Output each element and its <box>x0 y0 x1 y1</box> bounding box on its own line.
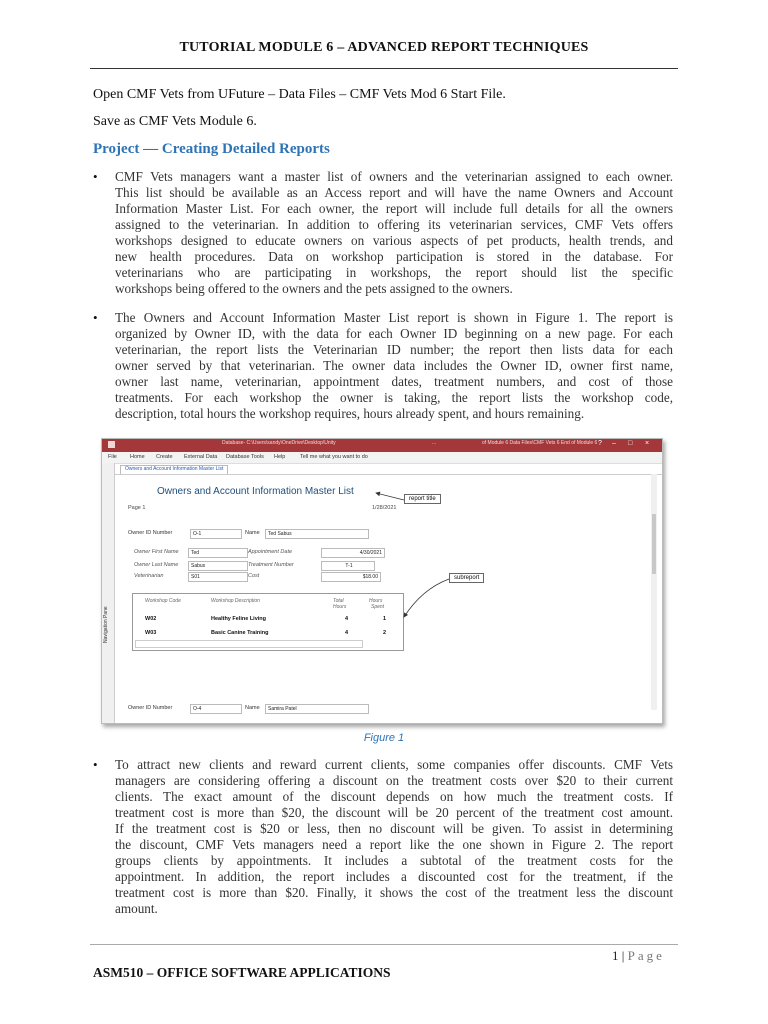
report-date: 1/28/2021 <box>372 505 397 511</box>
navigation-pane-label: Navigation Pane <box>103 606 109 643</box>
subreport-row-2-code: W03 <box>145 630 157 636</box>
paragraph-line: This list should be available as an Access report and will have the name Owners and Account <box>115 185 673 200</box>
paragraph-line: groups clients by appointments. It includes a subtotal of the treatment costs for the <box>115 853 673 868</box>
subreport-row-1-total: 4 <box>345 616 349 622</box>
paragraph-line: treatment cost is more than $20. Finally, it shows the cost of the treatment less the discount <box>115 885 673 900</box>
bullet-paragraph-2 <box>115 310 673 422</box>
menu-external-data[interactable]: External Data <box>184 454 218 460</box>
paragraph-line: assigned to the veterinarian. In addition to offering its veterinarian services, CMF Vets offers <box>115 217 673 232</box>
owner-id-value: O-1 <box>190 529 242 539</box>
paragraph-line: treatments. For each workshop the owner is taking, the report lists the workshop code, <box>115 390 673 405</box>
report-title: Owners and Account Information Master List <box>157 486 354 497</box>
subreport-scrollbar[interactable] <box>135 640 363 648</box>
subreport-row-1-code: W02 <box>145 616 157 622</box>
appointment-date-value: 4/30/2021 <box>321 548 385 558</box>
paragraph-line: CMF Vets managers want a master list of owners and the veterinarian assigned to each owner. <box>115 169 673 184</box>
report-page-label: Page 1 <box>128 505 146 511</box>
paragraph-line: organized by Owner ID, with the data for each Owner ID beginning on a new page. For each <box>115 326 673 341</box>
name-label: Name <box>245 530 260 536</box>
bullet-paragraph-1 <box>115 169 673 297</box>
document-tab-bar <box>102 464 662 475</box>
cost-value: $18.00 <box>321 572 381 582</box>
subreport-row-1-description: Healthy Feline Living <box>211 616 267 622</box>
next-name-label: Name <box>245 705 260 711</box>
navigation-pane[interactable] <box>102 463 115 723</box>
page-word: Page <box>627 948 665 963</box>
titlebar-path: Database- C:\Users\sandy\OneDrive\Desktop\Unity <box>222 440 336 446</box>
section-heading: Project — Creating Detailed Reports <box>93 141 330 157</box>
subreport-header-spent: Spent <box>371 604 385 610</box>
page-number-separator: | <box>621 948 625 963</box>
paragraph-line: owner served by that veterinarian. The owner data includes the Owner ID, owner first name, <box>115 358 673 373</box>
subreport-row-2-spent: 2 <box>383 630 387 636</box>
figure-caption: Figure 1 <box>363 732 405 744</box>
page-header-title: TUTORIAL MODULE 6 – ADVANCED REPORT TECHNIQUES <box>179 40 589 55</box>
owner-id-label: Owner ID Number <box>128 530 173 536</box>
next-name-value: Samira Patel <box>265 704 369 714</box>
subreport-header-description: Workshop Description <box>211 598 260 604</box>
maximize-icon[interactable]: □ <box>628 440 633 447</box>
page-number <box>612 948 665 964</box>
name-value: Ted Sabus <box>265 529 369 539</box>
next-owner-id-value: O-4 <box>190 704 242 714</box>
vertical-scrollbar[interactable] <box>651 474 657 710</box>
save-icon <box>108 441 115 448</box>
callout-arrows <box>102 439 662 723</box>
intro-open-instruction: Open CMF Vets from UFuture – Data Files – CMF Vets Mod 6 Start File. <box>93 87 506 102</box>
help-icon[interactable]: ? <box>598 440 602 447</box>
figure-1-screenshot <box>101 438 663 724</box>
veterinarian-value: S01 <box>188 572 248 582</box>
subreport-header-total-hours: Hours <box>333 604 347 610</box>
menu-home[interactable]: Home <box>130 454 145 460</box>
first-name-value: Ted <box>188 548 248 558</box>
bullet-marker-3: • <box>93 757 98 772</box>
subreport-row-1-spent: 1 <box>383 616 387 622</box>
close-icon[interactable]: × <box>645 440 650 447</box>
subreport <box>132 593 404 651</box>
report-tab[interactable]: Owners and Account Information Master List <box>120 465 228 474</box>
paragraph-line: The Owners and Account Information Master List report is shown in Figure 1. The report is <box>115 310 673 325</box>
treatment-number-value: T-1 <box>321 561 375 571</box>
tell-me-search[interactable]: Tell me what you want to do <box>300 454 368 460</box>
window-titlebar <box>102 439 662 452</box>
paragraph-line: the discount, CMF Vets managers need a report like the one shown in Figure 2. The report <box>115 837 673 852</box>
subreport-header-hours: Hours <box>369 598 383 604</box>
paragraph-line: veterinarians who are participating in workshops, the report should list the specific <box>115 265 673 280</box>
veterinarian-label: Veterinarian <box>134 573 164 579</box>
subreport-row-2-description: Basic Canine Training <box>211 630 269 636</box>
paragraph-line: clients. The exact amount of the discount depends on how much the treatment costs. If <box>115 789 673 804</box>
paragraph-line: Information Master List. For each owner, the report will include full details for all the owners <box>115 201 673 216</box>
bullet-marker-2: • <box>93 310 98 325</box>
header-rule <box>90 68 678 69</box>
next-owner-id-label: Owner ID Number <box>128 705 173 711</box>
last-name-value: Sabus <box>188 561 248 571</box>
callout-subreport: subreport <box>449 573 484 583</box>
paragraph-line: treatment cost is more than $20, the discount will be 20 percent of the treatment cost amount. <box>115 805 673 820</box>
titlebar-path-right: of Module 6 Data Files\CMF Vets 6 End of Module 6 <box>482 440 598 446</box>
paragraph-line: workshops being offered to the owners and the pets assigned to the owners. <box>115 281 513 296</box>
paragraph-line: workshops designed to educate owners on various aspects of pet products, health trends, and <box>115 233 673 248</box>
bullet-paragraph-3 <box>115 757 673 917</box>
treatment-number-label: Treatment Number <box>248 562 294 568</box>
menu-create[interactable]: Create <box>156 454 173 460</box>
subreport-header-total: Total <box>333 598 344 604</box>
first-name-label: Owner First Name <box>134 549 179 555</box>
paragraph-line: managers are considering offering a discount on the treatment costs over $20 to their current <box>115 773 673 788</box>
menu-database-tools[interactable]: Database Tools <box>226 454 264 460</box>
paragraph-line: If the treatment cost is $20 or less, then no discount will be given. To assist in determining <box>115 821 673 836</box>
paragraph-line: description, total hours the workshop requires, hours already spent, and hours remaining. <box>115 406 585 421</box>
minimize-icon[interactable]: – <box>612 440 616 447</box>
ribbon-menu <box>102 452 662 464</box>
paragraph-line: appointment. In addition, the report includes a discounted cost for the treatment, if the <box>115 869 673 884</box>
appointment-date-label: Appointment Date <box>248 549 293 555</box>
scrollbar-thumb[interactable] <box>652 514 656 574</box>
footer-rule <box>90 944 678 945</box>
cost-label: Cost <box>248 573 260 579</box>
last-name-label: Owner Last Name <box>134 562 179 568</box>
paragraph-line: new health procedures. Data on workshop participation is stored in the database. For <box>115 249 673 264</box>
footer-course-title: ASM510 – OFFICE SOFTWARE APPLICATIONS <box>93 965 391 980</box>
subreport-row-2-total: 4 <box>345 630 349 636</box>
paragraph-line: To attract new clients and reward current clients, some companies offer discounts. CMF Vets <box>115 757 673 772</box>
bullet-marker-1: • <box>93 169 98 184</box>
paragraph-line: amount. <box>115 901 158 916</box>
menu-help[interactable]: Help <box>274 454 286 460</box>
callout-report-title: report title <box>404 494 441 504</box>
intro-save-instruction: Save as CMF Vets Module 6. <box>93 114 257 129</box>
menu-file[interactable]: File <box>108 454 117 460</box>
paragraph-line: veterinarian, the report lists the Veterinarian ID number; the report then lists data for each <box>115 342 673 357</box>
paragraph-line: owner last name, veterinarian, appointment dates, treatment numbers, and cost of those <box>115 374 673 389</box>
subreport-header-code: Workshop Code <box>145 598 181 604</box>
page-number-value: 1 <box>612 948 619 963</box>
titlebar-ellipsis: ... <box>432 440 437 446</box>
